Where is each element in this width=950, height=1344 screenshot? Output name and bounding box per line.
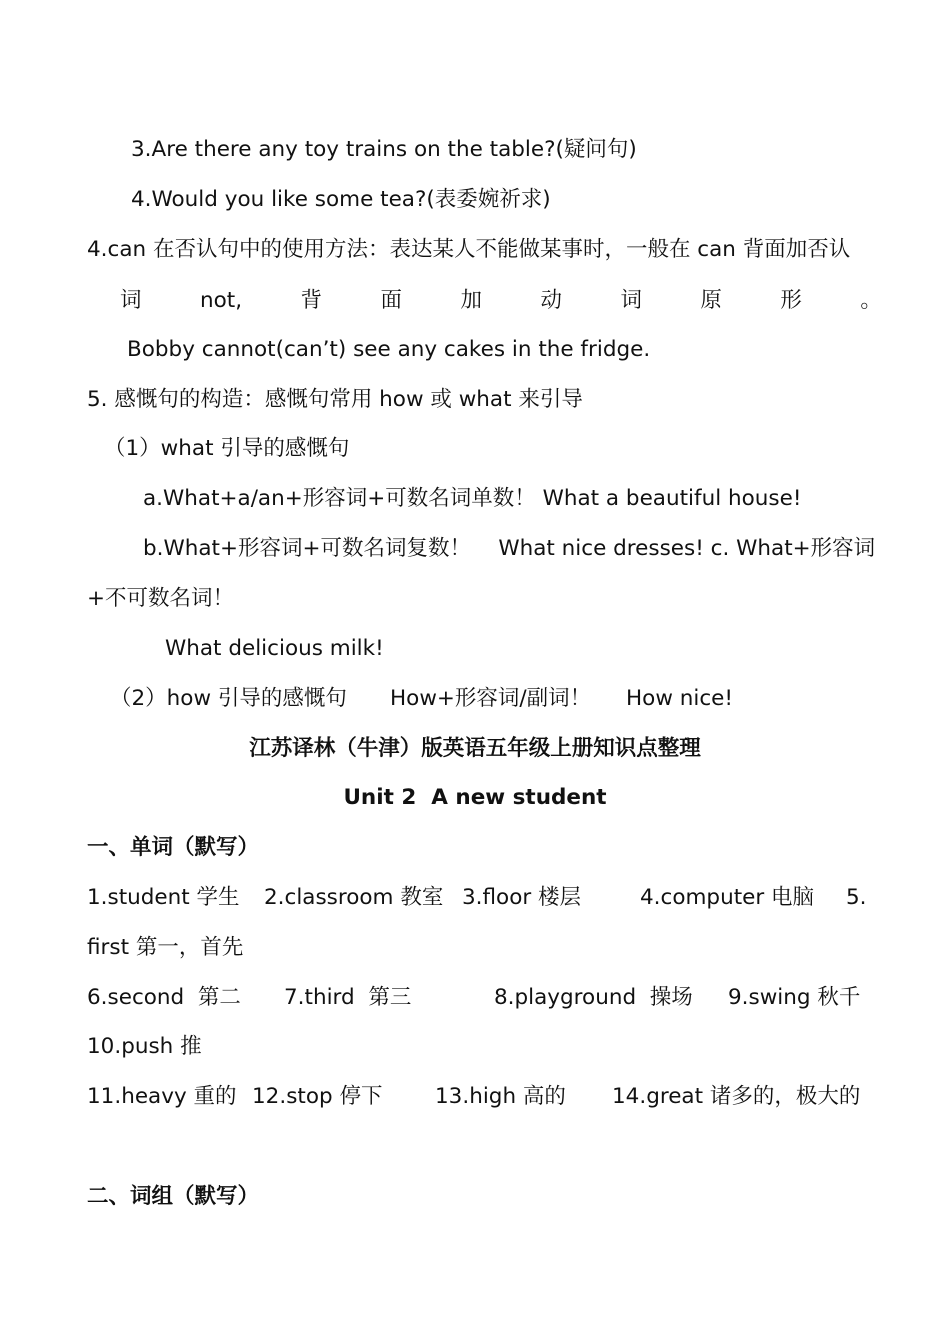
unit-title: Unit 2 A new student — [343, 785, 607, 810]
vocab-item: 8.playground 操场 — [494, 985, 693, 1010]
vocab-item: 9.swing 秋千 — [728, 985, 861, 1010]
word: 原 — [700, 288, 722, 313]
section-words-heading: 一、单词（默写） — [87, 835, 260, 860]
vocab-item: 1.student 学生 — [87, 885, 240, 910]
vocab-item: 2.classroom 教室 — [264, 885, 444, 910]
word: 形 — [780, 288, 802, 313]
how-rule: How+形容词/副词！ — [390, 686, 592, 711]
word: not, — [199, 288, 243, 313]
what-rule-c-continuation: +不可数名词！ — [87, 586, 235, 611]
example-question-sentence: 3.Are there any toy trains on the table?(疑问句) — [131, 137, 637, 162]
how-example: How nice! — [626, 686, 734, 711]
word: 词 — [120, 288, 142, 313]
word: 。 — [860, 288, 882, 313]
vocab-item: 7.third 第三 — [284, 985, 412, 1010]
vocab-item: 5. — [846, 885, 867, 910]
word: 面 — [380, 288, 402, 313]
exclamation-heading: 5. 感慨句的构造：感慨句常用 how 或 what 来引导 — [87, 387, 583, 412]
word: 动 — [540, 288, 562, 313]
document-title: 江苏译林（牛津）版英语五年级上册知识点整理 — [249, 736, 701, 761]
vocab-item: 6.second 第二 — [87, 985, 241, 1010]
vocab-item: 11.heavy 重的 — [87, 1084, 237, 1109]
can-negation-continuation — [120, 286, 882, 316]
what-rule-c-example: What delicious milk! — [165, 636, 384, 661]
vocab-item: first 第一，首先 — [87, 935, 244, 960]
vocab-item: 13.high 高的 — [435, 1084, 566, 1109]
word: 加 — [460, 288, 482, 313]
what-rule-a: a.What+a/an+形容词+可数名词单数！ What a beautiful house! — [143, 486, 802, 511]
vocab-item: 10.push 推 — [87, 1034, 202, 1059]
what-exclamation-subheading: （1）what 引导的感慨句 — [104, 436, 350, 461]
how-exclamation-subheading: （2）how 引导的感慨句 — [110, 686, 347, 711]
can-negation-heading: 4.can 在否认句中的使用方法：表达某人不能做某事时，一般在 can 背面加否认 — [87, 237, 851, 262]
word: 词 — [620, 288, 642, 313]
vocab-item: 14.great 诸多的，极大的 — [612, 1084, 861, 1109]
what-rule-b: b.What+形容词+可数名词复数！ What nice dresses! c. What+形容词 — [143, 536, 876, 561]
example-polite-request: 4.Would you like some tea?(表委婉祈求) — [131, 187, 551, 212]
vocab-item: 12.stop 停下 — [252, 1084, 383, 1109]
word: 背 — [300, 288, 323, 313]
can-negation-example: Bobby cannot(can’t) see any cakes in the fridge. — [127, 337, 651, 362]
vocab-item: 4.computer 电脑 — [640, 885, 815, 910]
vocab-item: 3.floor 楼层 — [462, 885, 582, 910]
section-phrases-heading: 二、词组（默写） — [87, 1184, 260, 1209]
